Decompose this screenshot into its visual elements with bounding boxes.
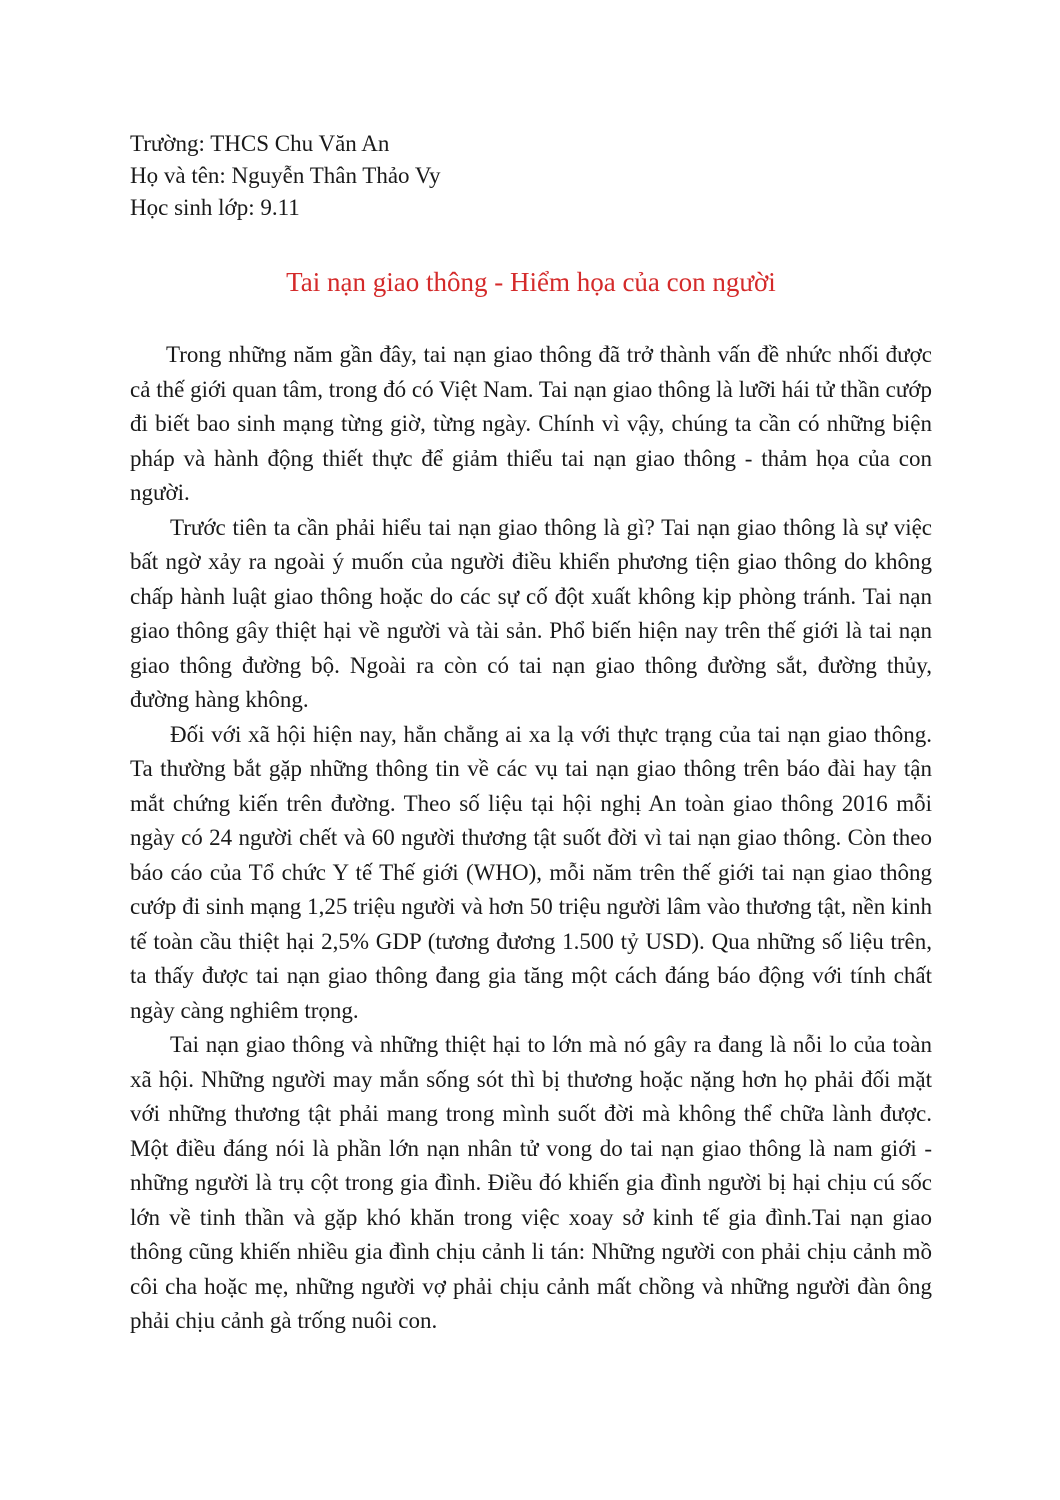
- paragraph-1: Trong những năm gần đây, tai nạn giao thông đã trở thành vấn đề nhức nhối được cả thế giới quan tâm, trong đó có Việt Nam. Tai nạn giao thông là lưỡi hái tử thần cướp đi biết bao sinh mạng từng giờ, từng ngày. Chính vì vậy, chúng ta cần có những biện pháp và hành động thiết thực để giảm thiểu tai nạn giao thông - thảm họa của con người.: [130, 342, 932, 505]
- document-title: Tai nạn giao thông - Hiểm họa của con người: [286, 267, 776, 297]
- student-name-line: Họ và tên: Nguyễn Thân Thảo Vy: [130, 163, 441, 188]
- class-line: Học sinh lớp: 9.11: [130, 195, 300, 220]
- school-line: Trường: THCS Chu Văn An: [130, 131, 390, 156]
- paragraph-4: Tai nạn giao thông và những thiệt hại to lớn mà nó gây ra đang là nỗi lo của toàn xã hội. Những người may mắn sống sót thì bị thương hoặc nặng hơn họ phải đối mặt với những thương tật phải mang trong mình suốt đời mà không thể chữa lành được. Một điều đáng nói là phần lớn nạn nhân tử vong do tai nạn giao thông là nam giới - những người là trụ cột trong gia đình. Điều đó khiến gia đình người bị hại chịu cú sốc lớn về tinh thần và gặp khó khăn trong việc xoay sở kinh tế gia đình.Tai nạn giao thông cũng khiến nhiều gia đình chịu cảnh li tán: Những người con phải chịu cảnh mồ côi cha hoặc mẹ, những người vợ phải chịu cảnh mất chồng và những người đàn ông phải chịu cảnh gà trống nuôi con.: [130, 1032, 932, 1333]
- paragraph-3: Đối với xã hội hiện nay, hẳn chẳng ai xa lạ với thực trạng của tai nạn giao thông. Ta thường bắt gặp những thông tin về các vụ tai nạn giao thông trên báo đài hay tận mắt chứng kiến trên đường. Theo số liệu tại hội nghị An toàn giao thông 2016 mỗi ngày có 24 người chết và 60 người thương tật suốt đời vì tai nạn giao thông. Còn theo báo cáo của Tổ chức Y tế Thế giới (WHO), mỗi năm trên thế giới tai nạn giao thông cướp đi sinh mạng 1,25 triệu người và hơn 50 triệu người lâm vào thương tật, nền kinh tế toàn cầu thiệt hại 2,5% GDP (tương đương 1.500 tỷ USD). Qua những số liệu trên, ta thấy được tai nạn giao thông đang gia tăng một cách đáng báo động với tính chất ngày càng nghiêm trọng.: [130, 721, 932, 1023]
- paragraph-2: Trước tiên ta cần phải hiểu tai nạn giao thông là gì? Tai nạn giao thông là sự việc bất ngờ xảy ra ngoài ý muốn của người điều khiển phương tiện giao thông do không chấp hành luật giao thông hoặc do các sự cố đột xuất không kịp phòng tránh. Tai nạn giao thông gây thiệt hại về người và tài sản. Phổ biến hiện nay trên thế giới là tai nạn giao thông đường bộ. Ngoài ra còn có tai nạn giao thông đường sắt, đường thủy, đường hàng không.: [130, 514, 932, 712]
- document-page: [130, 128, 932, 1339]
